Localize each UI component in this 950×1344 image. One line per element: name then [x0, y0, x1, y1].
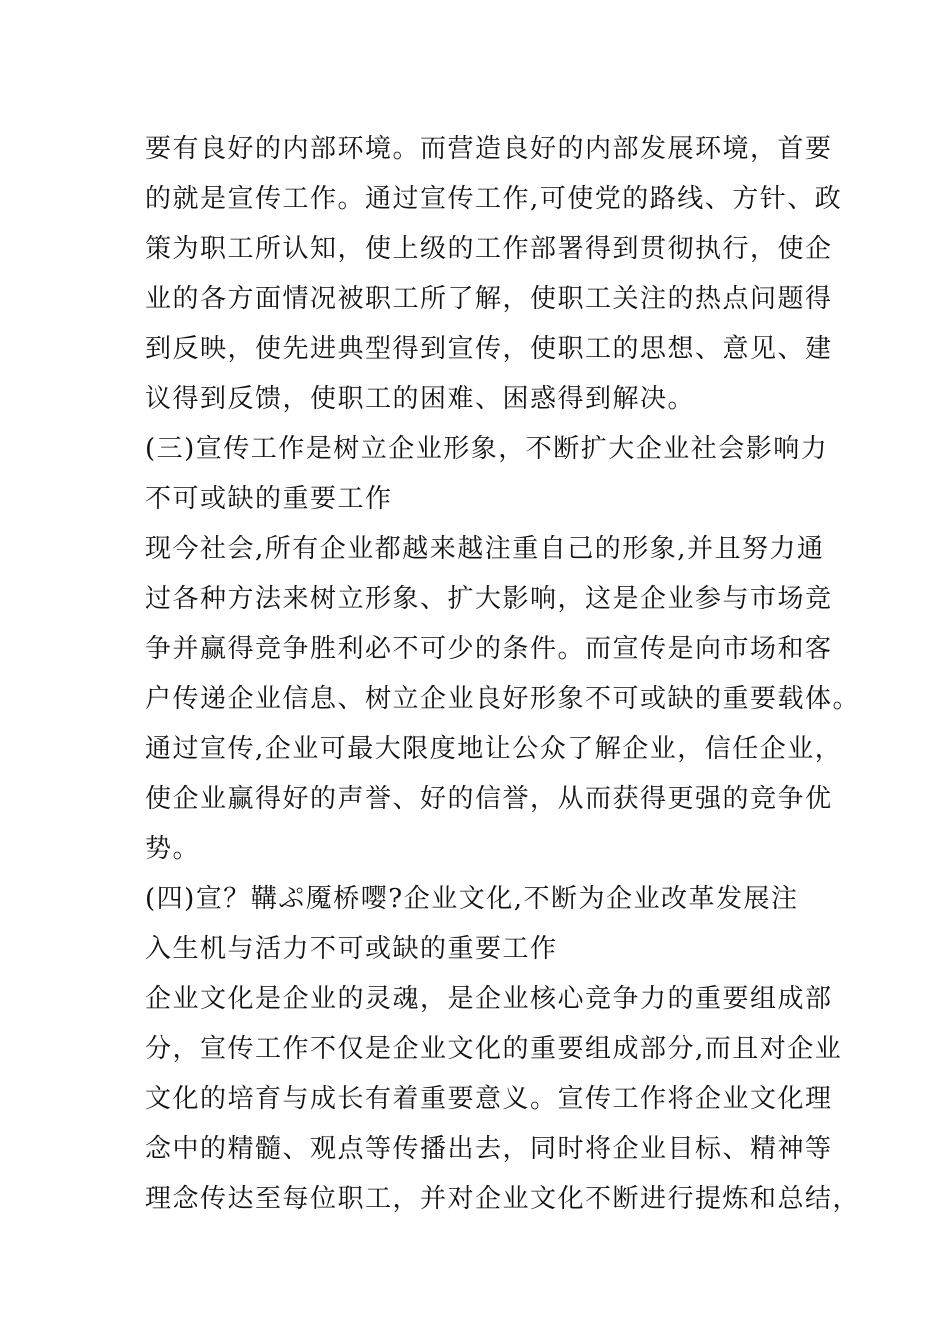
text-line: 到反映，使先进典型得到宣传，使职工的思想、意见、建 — [145, 334, 833, 364]
text-line: 业的各方面情况被职工所了解，使职工关注的热点问题得 — [145, 284, 833, 314]
section-heading: 不可或缺的重要工作 — [145, 484, 393, 514]
text-line: 理念传达至每位职工，并对企业文化不断进行提炼和总结， — [145, 1184, 861, 1214]
section-heading: 入生机与活力不可或缺的重要工作 — [145, 934, 558, 964]
text-line: 过各种方法来树立形象、扩大影响，这是企业参与市场竞 — [145, 584, 833, 614]
text-line: 争并赢得竞争胜利必不可少的条件。而宣传是向市场和客 — [145, 634, 833, 664]
text-line: 议得到反馈，使职工的困难、困惑得到解决。 — [145, 384, 696, 414]
text-line: 通过宣传,企业可最大限度地让公众了解企业，信任企业， — [145, 734, 843, 764]
text-line: 的就是宣传工作。通过宣传工作,可使党的路线、方针、政 — [145, 184, 843, 214]
section-heading: (三)宣传工作是树立企业形象，不断扩大企业社会影响力 — [145, 434, 829, 464]
text-line: 文化的培育与成长有着重要意义。宣传工作将企业文化理 — [145, 1084, 833, 1114]
text-line: 企业文化是企业的灵魂，是企业核心竞争力的重要组成部 — [145, 984, 833, 1014]
text-line: 要有良好的内部环境。而营造良好的内部发展环境，首要 — [145, 134, 833, 164]
text-line: 现今社会,所有企业都越来越注重自己的形象,并且努力通 — [145, 534, 825, 564]
text-line: 念中的精髓、观点等传播出去，同时将企业目标、精神等 — [145, 1134, 833, 1164]
section-heading: (四)宣？鞲ぷ魇桥嘤?企业文化,不断为企业改革发展注 — [145, 884, 799, 914]
text-line: 势。 — [145, 834, 201, 864]
text-line: 策为职工所认知，使上级的工作部署得到贯彻执行，使企 — [145, 234, 833, 264]
text-line: 分，宣传工作不仅是企业文化的重要组成部分,而且对企业 — [145, 1034, 843, 1064]
text-line: 户传递企业信息、树立企业良好形象不可或缺的重要载体。 — [145, 684, 861, 714]
text-line: 使企业赢得好的声誉、好的信誉，从而获得更强的竞争优 — [145, 784, 833, 814]
